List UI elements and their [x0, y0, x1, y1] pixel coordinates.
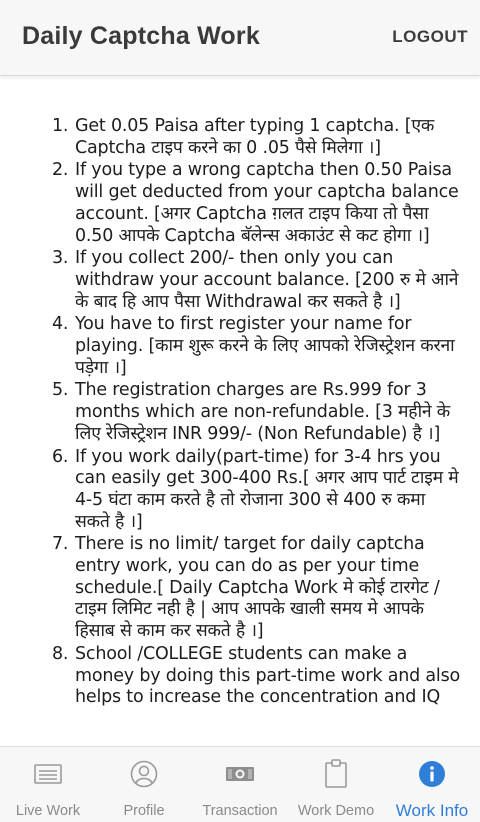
rule-item: [52, 248, 462, 313]
rule-text: Get 0.05 Paisa after typing 1 captcha. [एक Captcha टाइप करने का 0 .05 पैसे मिलेगा ।]: [75, 116, 435, 158]
logout-button[interactable]: LOGOUT: [392, 27, 468, 46]
rule-number: 1.: [52, 116, 69, 136]
rule-item: [52, 534, 462, 643]
rule-number: 4.: [52, 314, 69, 335]
cash-icon: [225, 759, 255, 789]
rule-number: 8.: [52, 643, 69, 664]
nav-profile[interactable]: [96, 747, 192, 822]
rule-number: 2.: [52, 160, 69, 181]
rule-text: If you collect 200/- then only you can withdraw your account balance. [200 रु मे आने के बाद हि आप पैसा Withdrawal कर सकते है ।]: [75, 248, 459, 312]
profile-icon: [129, 759, 159, 789]
bottom-navigation: [0, 746, 480, 822]
info-icon: [417, 759, 447, 789]
rule-text: If you work daily(part-time) for 3-4 hrs you can easily get 300-400 Rs.[ अगर आप पार्ट टाइम मे 4-5 घंटा काम करते है तो रोजाना 300 से 400 रु कमा सकते है ।]: [75, 446, 459, 532]
rule-text: School /COLLEGE students can make a money by doing this part-time work and also helps to increase the concentration and IQ: [75, 643, 461, 708]
nav-label: Profile: [123, 803, 165, 819]
nav-live-work[interactable]: [0, 747, 96, 822]
nav-work-demo[interactable]: [288, 747, 384, 822]
rule-item: [52, 644, 462, 709]
rule-text: You have to first register your name for playing. [काम शुरू करने के लिए आपको रेजिस्ट्रेशन करना पड़ेगा ।]: [75, 314, 455, 378]
rule-number: 6.: [52, 446, 69, 467]
rule-item: [52, 116, 462, 159]
app-bar: [0, 0, 480, 76]
nav-work-info[interactable]: [384, 747, 480, 822]
rule-text: The registration charges are Rs.999 for 3 months which are non-refundable. [3 महीने के लिए रेजिस्ट्रेशन INR 999/- (Non Refundable) है ।]: [75, 380, 451, 444]
rule-text: There is no limit/ target for daily captcha entry work, you can do as per your time schedule.[ Daily Captcha Work मे कोई टारगेट / टाइम लिमिट नही है | आप आपके खाली समय मे आपके हिसाब से काम कर सकते है ।]: [75, 534, 440, 642]
nav-label: Work Info: [395, 801, 469, 820]
clipboard-icon: [321, 759, 351, 789]
rule-text: If you type a wrong captcha then 0.50 Paisa will get deducted from your captcha balance account. [अगर Captcha ग़लत टाइप किया तो पैसा 0.50 आपके Captcha बॅलेन्स अकाउंट से कट होगा ।]: [75, 160, 459, 246]
nav-label: Live Work: [15, 803, 81, 819]
rule-item: [52, 314, 462, 379]
rule-number: 7.: [52, 534, 69, 555]
rule-item: [52, 447, 462, 534]
rule-number: 3.: [52, 248, 69, 269]
rule-item: [52, 380, 462, 445]
work-info-content[interactable]: [0, 76, 480, 746]
rule-item: [52, 160, 462, 247]
rules-list: [52, 116, 462, 709]
app-title: Daily Captcha Work: [22, 22, 260, 50]
rule-number: 5.: [52, 380, 69, 401]
keyboard-icon: [33, 759, 63, 789]
nav-label: Work Demo: [297, 803, 375, 819]
nav-label: Transaction: [202, 803, 278, 819]
nav-transaction[interactable]: [192, 747, 288, 822]
